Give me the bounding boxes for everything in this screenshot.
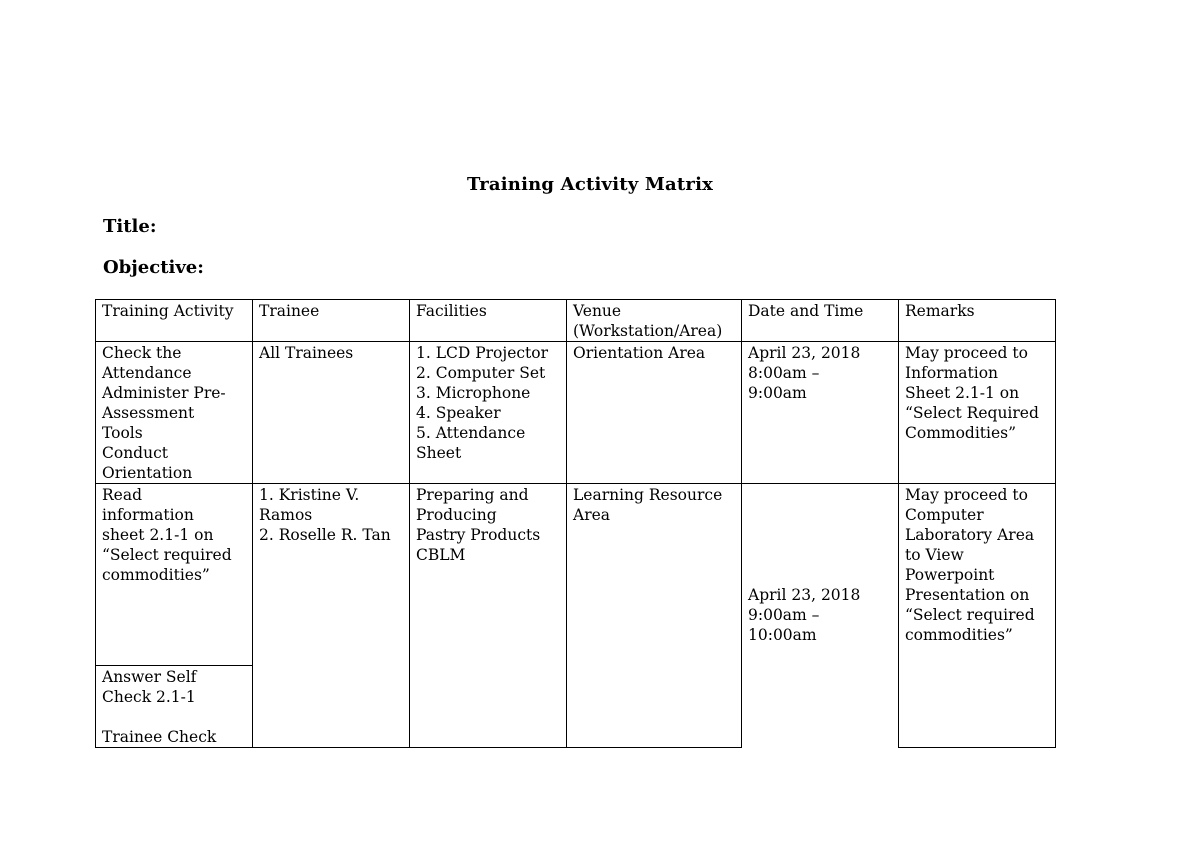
activity-cell: Check the Attendance Administer Pre- Assessment Tools Conduct Orientation bbox=[96, 342, 253, 484]
trainee-cell: All Trainees bbox=[253, 342, 410, 484]
remarks-cell: May proceed to Information Sheet 2.1-1 on “Select Required Commodities” bbox=[899, 342, 1056, 484]
facilities-cell: 1. LCD Projector 2. Computer Set 3. Microphone 4. Speaker 5. Attendance Sheet bbox=[410, 342, 567, 484]
table-row bbox=[96, 484, 1056, 666]
training-activity-table bbox=[95, 299, 1056, 748]
date-time-cell: April 23, 2018 9:00am – 10:00am bbox=[742, 484, 899, 748]
activity-cell: Answer Self Check 2.1-1 Trainee Check bbox=[96, 666, 253, 748]
trainee-cell: 1. Kristine V. Ramos 2. Roselle R. Tan bbox=[253, 484, 410, 748]
header-venue: Venue (Workstation/Area) bbox=[567, 300, 742, 342]
header-training-activity: Training Activity bbox=[96, 300, 253, 342]
venue-cell: Learning Resource Area bbox=[567, 484, 742, 748]
remarks-cell: May proceed to Computer Laboratory Area to View Powerpoint Presentation on “Select required commodities” bbox=[899, 484, 1056, 748]
header-trainee: Trainee bbox=[253, 300, 410, 342]
facilities-cell: Preparing and Producing Pastry Products CBLM bbox=[410, 484, 567, 748]
objective-label: Objective: bbox=[103, 257, 204, 278]
title-label: Title: bbox=[103, 216, 157, 237]
activity-cell: Read information sheet 2.1-1 on “Select required commodities” bbox=[96, 484, 253, 666]
venue-cell: Orientation Area bbox=[567, 342, 742, 484]
header-facilities: Facilities bbox=[410, 300, 567, 342]
table-row bbox=[96, 342, 1056, 484]
date-time-cell: April 23, 2018 8:00am – 9:00am bbox=[742, 342, 899, 484]
document-heading: Training Activity Matrix bbox=[466, 174, 714, 195]
table-header-row bbox=[96, 300, 1056, 342]
header-date-time: Date and Time bbox=[742, 300, 899, 342]
header-remarks: Remarks bbox=[899, 300, 1056, 342]
